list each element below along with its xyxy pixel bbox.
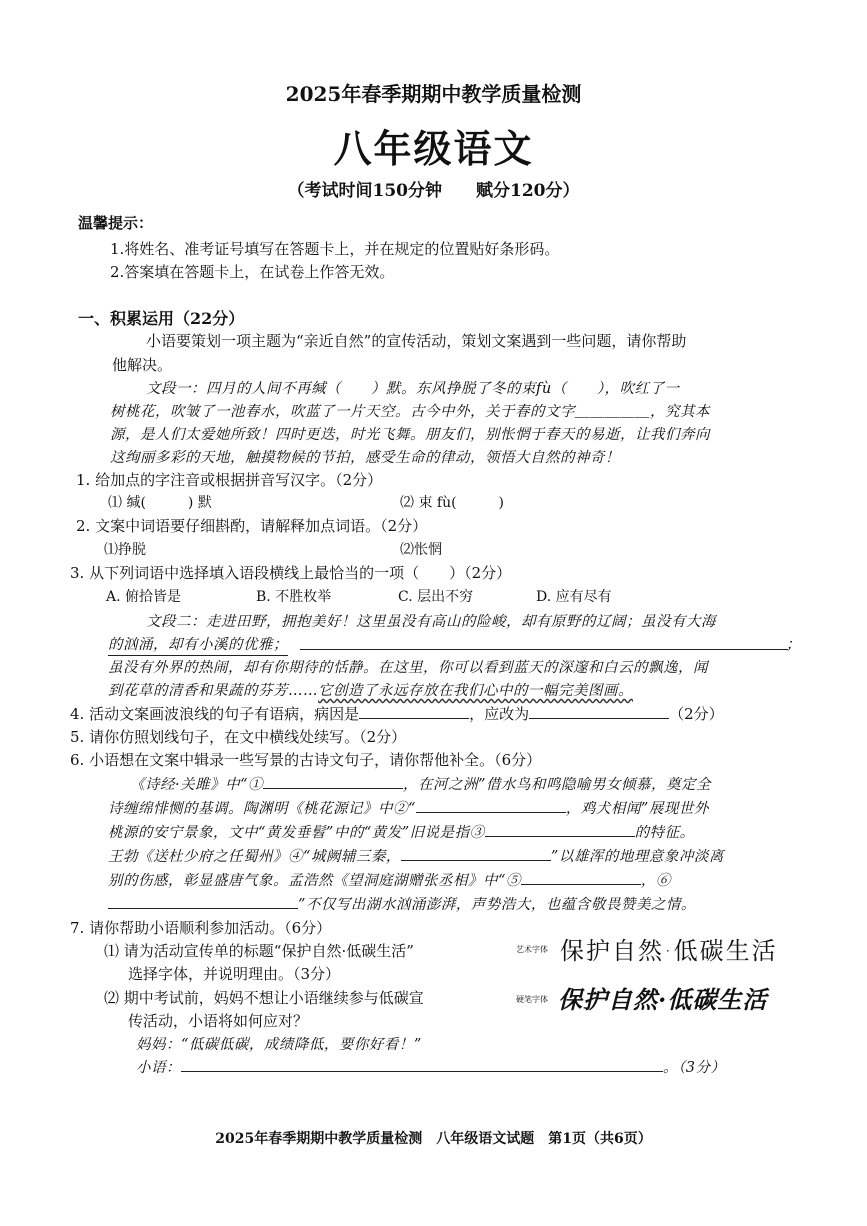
question-3-option-b: B. 不胜枚举 <box>256 589 332 605</box>
passage2-semicolon: ； <box>786 637 801 653</box>
question-7-part-1-line-1: ⑴ 请为活动宣传单的标题“保护自然·低碳生活” <box>104 942 414 960</box>
question-4-score: （2分） <box>669 705 724 723</box>
question-6-line <box>108 845 724 866</box>
passage2-line: 文段二：走进田野，拥抱美好！这里虽没有高山的险峻，却有原野的辽阔；虽没有大海 <box>146 614 716 630</box>
passage1-line: 树桃花，吹皱了一池春水，吹蓝了一片天空。古今中外，关于春的文字＿＿＿＿＿，究其本 <box>110 404 710 420</box>
passage1-line: 文段一：四月的人间不再缄（ ）默。东风挣脱了冬的束fù（ ），吹红了一 <box>146 381 680 397</box>
exam-time-info: （考试时间150分钟 赋分120分） <box>287 181 580 201</box>
question-4 <box>70 703 724 724</box>
question-2-part-a: ⑴挣脱 <box>104 542 146 558</box>
section-heading: 一、积累运用（22分） <box>78 309 245 328</box>
question-6-text: ，⑥ <box>640 873 671 889</box>
question-3-option-a: A. 俯拾皆是 <box>106 589 182 605</box>
xiaoyu-response <box>136 1056 725 1077</box>
question-6-line <box>108 893 696 914</box>
passage2-underlined-sentence: 的汹涌，却有小溪的优雅； <box>108 633 288 656</box>
page-footer: 2025年春季期期中教学质量检测 八年级语文试题 第1页（共6页） <box>215 1131 652 1147</box>
answer-blank-5[interactable] <box>521 870 641 885</box>
question-2: 2. 文案中词语要仔细斟酌，请解释加点词语。（2分） <box>76 517 428 535</box>
answer-blank-4[interactable] <box>401 846 551 861</box>
question-7-part-2-line-2: 传活动，小语将如何应对？ <box>128 1012 309 1030</box>
question-6-text: 诗缠绵悱恻的基调。陶渊明《桃花源记》中②“ <box>108 801 416 817</box>
tip-item-2: 2.答案填在答题卡上，在试卷上作答无效。 <box>110 263 395 281</box>
intro-line-2: 他解决。 <box>112 356 173 374</box>
question-3-option-d: D. 应有尽有 <box>536 589 612 605</box>
intro-line-1: 小语要策划一项主题为“亲近自然”的宣传活动，策划文案遇到一些问题，请你帮助 <box>146 332 687 350</box>
answer-blank-6[interactable] <box>108 894 298 909</box>
question-6-line <box>108 797 709 818</box>
question-6-text: ”以雄浑的地理意象冲淡离 <box>550 849 724 865</box>
question-1-part-b: ⑵ 束 fù( ) <box>400 495 505 511</box>
question-1-part-a: ⑴ 缄( ) 默 <box>108 495 212 511</box>
font-sample-label: 硬笔字体 <box>516 995 548 1004</box>
question-7-score: 。（3分） <box>663 1060 726 1076</box>
subject-title: 八年级语文 <box>333 126 534 171</box>
question-6-text: ，鸡犬相闻”展现世外 <box>565 801 709 817</box>
xiaoyu-label: 小语： <box>136 1060 181 1076</box>
font-sample-art: 保护自然·低碳生活 <box>560 937 778 965</box>
question-4-text-a: 4. 活动文案画波浪线的句子有语病，病因是 <box>70 705 360 723</box>
passage2-continuation-blank <box>300 649 788 650</box>
question-7-part-1-line-2: 选择字体，并说明理由。（3分） <box>128 965 341 983</box>
question-3: 3. 从下列词语中选择填入语段横线上最恰当的一项（ ）（2分） <box>70 564 512 582</box>
question-1: 1. 给加点的字注音或根据拼音写汉字。（2分） <box>76 471 383 489</box>
answer-blank-1[interactable] <box>263 774 403 789</box>
answer-blank-response[interactable] <box>181 1057 663 1072</box>
question-6-text: 王勃《送杜少府之任蜀州》④“城阙辅三秦， <box>108 849 401 865</box>
question-2-part-b: ⑵怅惘 <box>400 542 442 558</box>
tip-item-1: 1.将姓名、准考证号填写在答题卡上，并在规定的位置贴好条形码。 <box>110 240 560 258</box>
answer-blank[interactable] <box>529 704 669 719</box>
question-6-line <box>130 773 711 794</box>
font-sample-label: 艺术字体 <box>516 945 548 954</box>
answer-blank[interactable] <box>359 704 469 719</box>
question-6-text: 的特征。 <box>634 825 695 841</box>
tips-label: 温馨提示： <box>78 214 154 232</box>
question-5: 5. 请你仿照划线句子，在文中横线处续写。（2分） <box>70 728 407 746</box>
question-6-text: ”不仅写出湖水汹涌澎湃，声势浩大，也蕴含敬畏赞美之情。 <box>298 897 696 913</box>
question-6-line <box>108 821 695 842</box>
exam-title: 2025年春季期期中教学质量检测 <box>285 82 582 106</box>
question-6: 6. 小语想在文案中辑录一些写景的古诗文句子，请你帮他补全。（6分） <box>70 751 542 769</box>
font-sample-handwriting: 保护自然·低碳生活 <box>558 985 768 1014</box>
question-6-text: ，在河之洲”借水鸟和鸣隐喻男女倾慕，奠定全 <box>403 777 711 793</box>
answer-blank-3[interactable] <box>485 822 635 837</box>
passage2-last-line: 到花草的清香和果蔬的芬芳……它创造了永远存放在我们心中的一幅完美图画。 <box>108 683 633 699</box>
question-7-part-2-line-1: ⑵ 期中考试前，妈妈不想让小语继续参与低碳宣 <box>104 989 424 1007</box>
question-3-option-c: C. 层出不穷 <box>398 589 474 605</box>
passage1-line: 这绚丽多彩的天地，触摸物候的节拍，感受生命的律动，领悟大自然的神奇！ <box>110 450 620 466</box>
passage2-line: 虽没有外界的热闹，却有你期待的恬静。在这里，你可以看到蓝天的深邃和白云的飘逸，闻 <box>108 660 708 676</box>
question-7: 7. 请你帮助小语顺利参加活动。（6分） <box>70 919 332 937</box>
question-6-text: 别的伤感，彰显盛唐气象。孟浩然《望洞庭湖赠张丞相》中“⑤ <box>108 873 521 889</box>
answer-blank-2[interactable] <box>416 798 566 813</box>
passage1-line: 源，是人们太爱她所致！四时更迭，时光飞舞。朋友们，别怅惘于春天的易逝，让我们奔向 <box>110 427 710 443</box>
mom-dialogue: 妈妈：“低碳低碳，成绩降低，要你好看！” <box>136 1037 422 1053</box>
question-6-line <box>108 869 671 890</box>
question-4-text-b: ，应改为 <box>469 705 530 723</box>
passage2-line-wavy <box>108 679 633 700</box>
question-6-text: 桃源的安宁景象，文中“黄发垂髫”中的“黄发”旧说是指③ <box>108 825 485 841</box>
question-6-text: 《诗经·关雎》中“① <box>130 777 264 793</box>
